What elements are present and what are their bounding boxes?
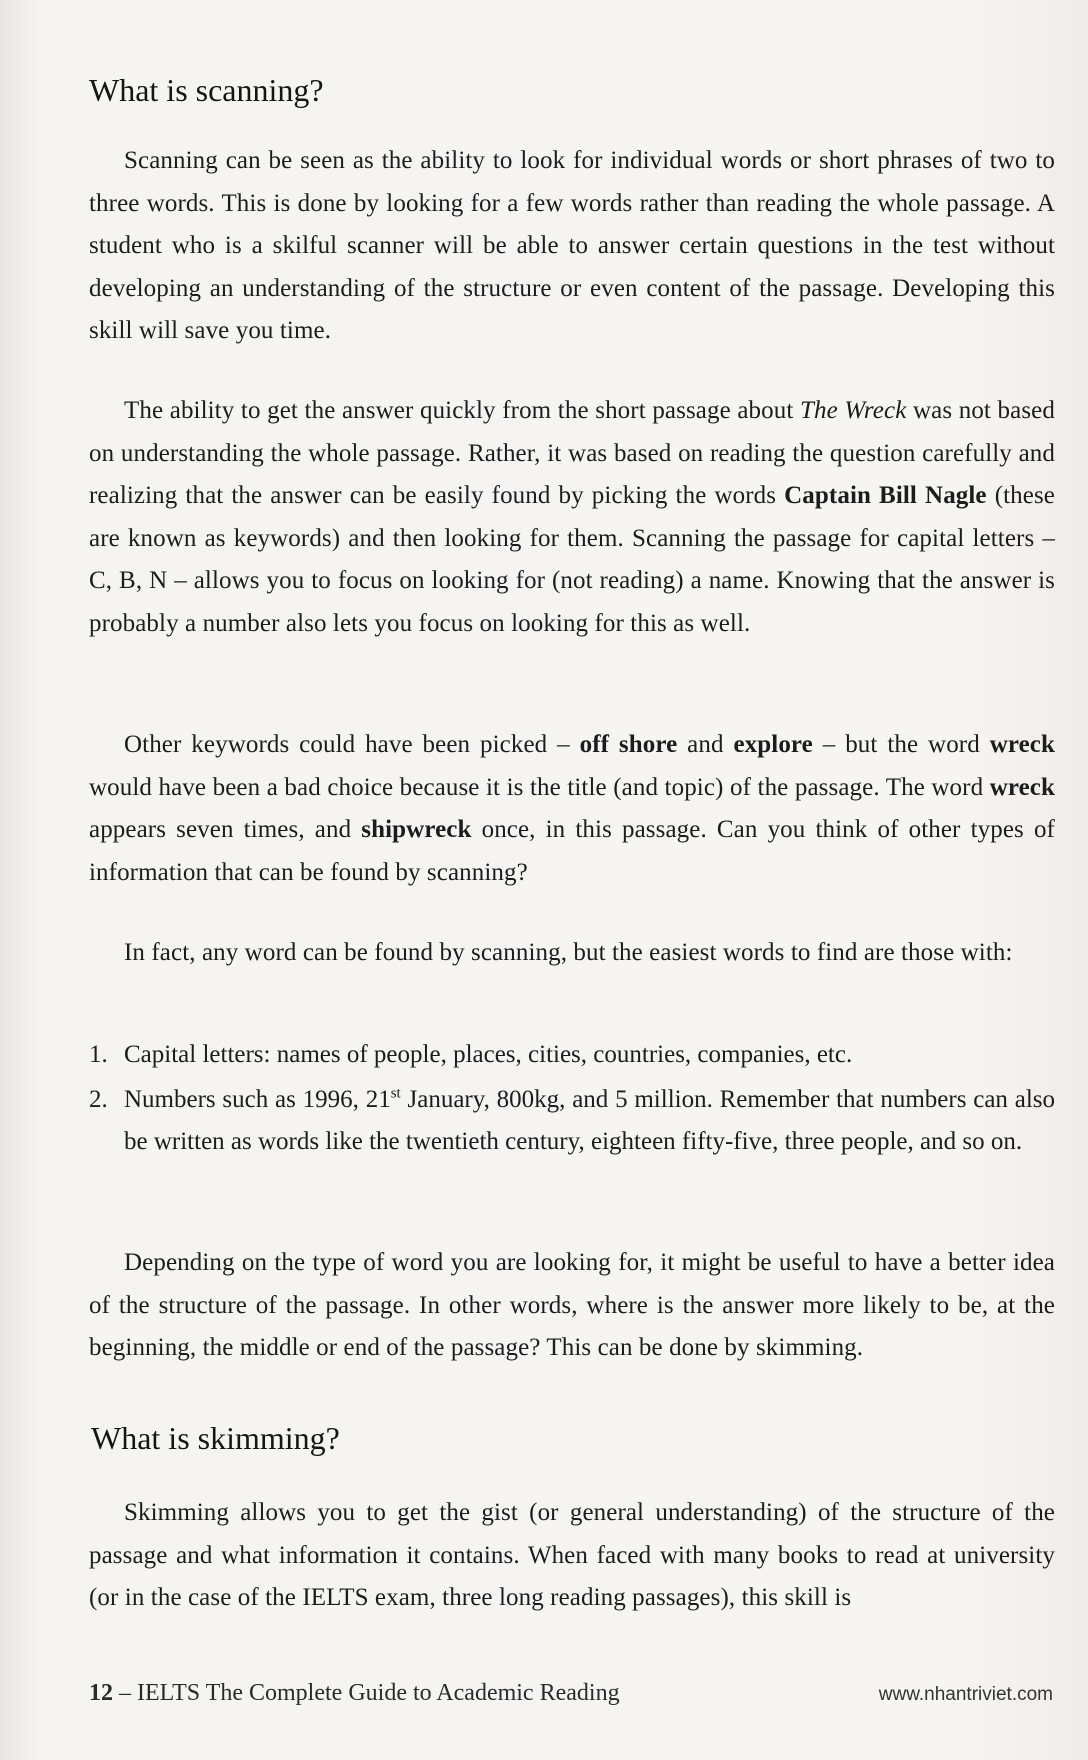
paragraph-easiest-words: In fact, any word can be found by scanning, but the easiest words to find are those with:: [124, 939, 1013, 966]
list-item-text: Capital letters: names of people, places, cities, countries, companies, etc.: [124, 1041, 853, 1068]
list-item: [89, 1079, 1055, 1164]
list-item-number: 2.: [89, 1085, 108, 1113]
paragraph-structure-of-passage: Depending on the type of word you are looking for, it might be useful to have a better idea of the structure of the passage. In other words, where is the answer more likely to be, at the beginning, the middle or end of the passage? This can be done by skimming.: [89, 1249, 1055, 1361]
text-span: January, 800kg, and 5 million. Remember that numbers can also be written as words like the twentieth century, eighteen fifty-five, three people, and so on.: [124, 1085, 1055, 1155]
text-span: and: [677, 731, 734, 758]
list-item: [89, 1034, 1055, 1077]
text-span: was not based on understanding the whole passage. Rather, it was based on reading the question carefully and realizing that the answer can be easily found by picking the words: [89, 397, 1055, 509]
keyword-explore: explore: [733, 731, 813, 758]
paragraph-the-wreck-example: [89, 390, 1055, 645]
page-number: 12: [89, 1680, 113, 1706]
text-span: appears seven times, and: [89, 816, 362, 843]
paragraph-other-keywords: [89, 724, 1055, 894]
list-item-text: [124, 1086, 1055, 1156]
text-span: once, in this passage. Can you think of other types of information that can be found by scanning?: [89, 816, 1055, 886]
footer-book-info: [89, 1680, 620, 1707]
footer-website: www.nhantriviet.com: [878, 1684, 1053, 1705]
text-span: Other keywords could have been picked –: [124, 731, 580, 758]
heading-what-is-scanning: What is scanning?: [89, 72, 324, 108]
text-span: The ability to get the answer quickly from the short passage about: [124, 397, 800, 424]
numbered-list: [89, 1034, 1055, 1164]
keyword-wreck-2: wreck: [989, 773, 1055, 801]
keyword-off-shore: off shore: [579, 731, 678, 758]
heading-what-is-skimming: What is skimming?: [91, 1420, 340, 1456]
text-span: – but the word: [812, 731, 990, 758]
passage-title-the-wreck: The Wreck: [799, 397, 907, 424]
page-footer: [89, 1680, 1059, 1716]
book-title: – IELTS The Complete Guide to Academic Reading: [113, 1680, 620, 1706]
superscript-st: st: [390, 1085, 401, 1102]
text-span: would have been a bad choice because it is the title (and topic) of the passage. The word: [89, 773, 990, 801]
text-span: Numbers such as 1996, 21: [124, 1085, 391, 1113]
keyword-shipwreck: shipwreck: [361, 816, 472, 843]
paragraph-skimming-definition: Skimming allows you to get the gist (or general understanding) of the structure of the passage and what information it contains. When faced with many books to read at university (or in the case of the IELTS exam, three long reading passages), this skill is: [89, 1499, 1055, 1611]
paragraph-scanning-definition: Scanning can be seen as the ability to look for individual words or short phrases of two to three words. This is done by looking for a few words rather than reading the whole passage. A student who is a skilful scanner will be able to answer certain questions in the test without developing an understanding of the structure or even content of the passage. Developing this skill will save you time.: [89, 147, 1055, 344]
keyword-wreck: wreck: [989, 731, 1055, 758]
list-item-number: 1.: [89, 1041, 108, 1068]
text-span: (these are known as keywords) and then looking for them. Scanning the passage for capital letters – C, B, N – allows you to focus on looking for (not reading) a name. Knowing that the answer is probably a number also lets you focus on looking for this as well.: [89, 482, 1055, 637]
keyword-captain-bill-nagle: Captain Bill Nagle: [784, 482, 987, 509]
